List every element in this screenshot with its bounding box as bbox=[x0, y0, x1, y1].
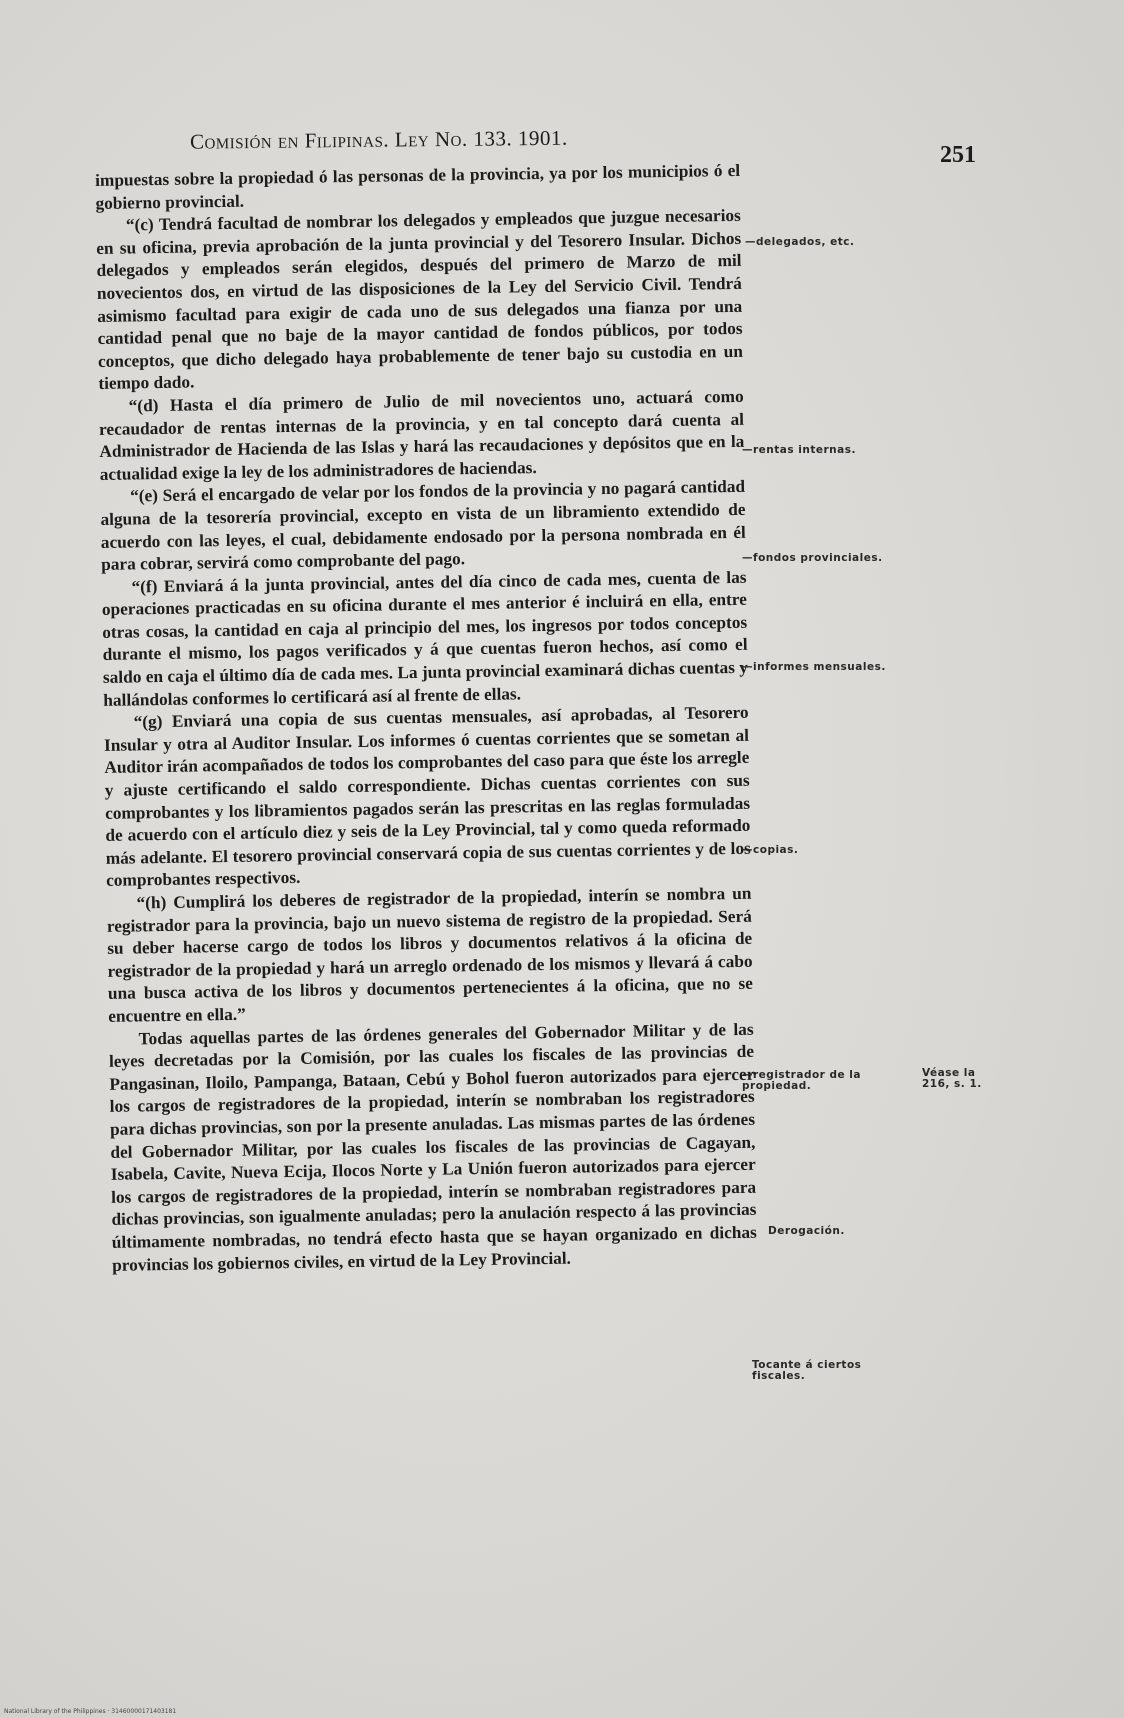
paragraph: “(c) Tendrá facultad de nombrar los delegados y empleados que juzgue necesarios en su oficina, previa aprobación de la junta provincial y del Tesorero Insular. Dichos delegados y empleados serán elegidos, después del primero de Marzo de mil novecientos dos, en virtud de las disposiciones de la Ley del Servicio Civil. Tendrá asimismo facultad para exigir de cada uno de sus delegados una fianza por una cantidad penal que no baje de la mayor cantidad de fondos públicos, por todos conceptos, que dicho delegado haya probablemente de tener bajo su custodia en un tiempo dado. bbox=[96, 206, 744, 394]
margin-note: —copias. bbox=[742, 844, 799, 856]
margin-note: Tocante á ciertos fiscales. bbox=[752, 1359, 862, 1382]
margin-note: Véase la 216, s. 1. bbox=[922, 1067, 982, 1090]
paragraph: “(e) Será el encargado de velar por los fondos de la provincia y no pagará cantidad alguna de la tesorería provincial, excepto en vista de un libramiento extendido de acuerdo con las leyes, el cual, debidamente endosado por la persona nombrada en él para cobrar, servirá como comprobante del pago. bbox=[100, 477, 746, 575]
page-number: 251 bbox=[940, 142, 976, 168]
paragraph: “(g) Enviará una copia de sus cuentas mensuales, así aprobadas, al Tesorero Insular y otra al Auditor Insular. Los informes ó cuentas corrientes que se sometan al Auditor irán acompañados de todos los comprobantes del caso para que éste los arregle y ajuste certificando el saldo correspondiente. Dichas cuentas corrientes con sus comprobantes y los libramientos pagados serán las prescritas en las reglas formuladas de acuerdo con el artículo diez y seis de la Ley Provincial, tal y como queda reformado más adelante. El tesorero provincial conservará copia de sus cuentas corrientes y de los comprobantes respectivos. bbox=[103, 703, 751, 891]
margin-note: —registrador de la propiedad. bbox=[742, 1069, 861, 1092]
margin-note: —fondos provinciales. bbox=[742, 552, 883, 564]
paragraph: Todas aquellas partes de las órdenes generales del Gobernador Militar y de las leyes decretadas por la Comisión, por las cuales los fiscales de las provincias de Pangasinan, Iloilo, Pampanga, Bataan, Cebú y Bohol fueron autorizados para ejercer los cargos de registradores de la propiedad, interín se nombraban los registradores para dichas provincias, son por la presente anuladas. Las mismas partes de las órdenes del Gobernador Militar, por las cuales los fiscales de las provincias de Cagayan, Isabela, Cavite, Nueva Ecija, Ilocos Norte y La Unión fueron autorizados para ejercer los cargos de registradores de la propiedad, interín se nombraban registradores para dichas provincias, son igualmente anuladas; pero la anulación respecto á las provincias últimamente nombradas, no tendrá efecto hasta que se hayan organizado en dichas provincias los gobiernos civiles, en virtud de la Ley Provincial. bbox=[108, 1019, 757, 1275]
header-title: Comisión en Filipinas. Ley No. 133. 1901. bbox=[189, 125, 568, 154]
paragraph: impuestas sobre la propiedad ó las personas de la provincia, ya por los municipios ó el gobierno provincial. bbox=[95, 160, 741, 213]
paragraph: “(h) Cumplirá los deberes de registrador de la propiedad, interín se nombra un registrador para la provincia, bajo un nuevo sistema de registro de la propiedad. Será su deber hacerse cargo de todos los libros y documentos relativos á la oficina de registrador de la propiedad y hará un arreglo ordenado de los mismos y llevará á cabo una busca activa de los libros y documentos pertenecientes á la oficina, que no se encuentre en ella.” bbox=[106, 883, 754, 1026]
paragraph: “(d) Hasta el día primero de Julio de mil novecientos uno, actuará como recaudador de rentas internas de la provincia, y en tal concepto dará cuenta al Administrador de Hacienda de las Islas y hará las recaudaciones y depósitos que en la actualidad exige la ley de los administradores de haciendas. bbox=[98, 386, 745, 484]
margin-note: —rentas internas. bbox=[742, 444, 856, 456]
margin-note: —delegados, etc. bbox=[745, 236, 855, 248]
margin-note: Derogación. bbox=[768, 1225, 845, 1237]
running-header bbox=[190, 122, 890, 154]
body-text bbox=[95, 160, 757, 1277]
scan-footer: National Library of the Philippines · 31460000171403181 bbox=[4, 1708, 177, 1715]
paragraph: “(f) Enviará á la junta provincial, antes del día cinco de cada mes, cuenta de las operaciones practicadas en su oficina durante el mes anterior é incluirá en ella, entre otras cosas, la cantidad en caja al principio del mes, los ingresos por todos conceptos durante el mismo, los pagos verificados y á que cuentas fueron hechos, así como el saldo en caja el último día de cada mes. La junta provincial examinará dichas cuentas y hallándolas conformes lo certificará así al frente de ellas. bbox=[101, 567, 749, 710]
margin-note: —informes mensuales. bbox=[742, 661, 886, 673]
